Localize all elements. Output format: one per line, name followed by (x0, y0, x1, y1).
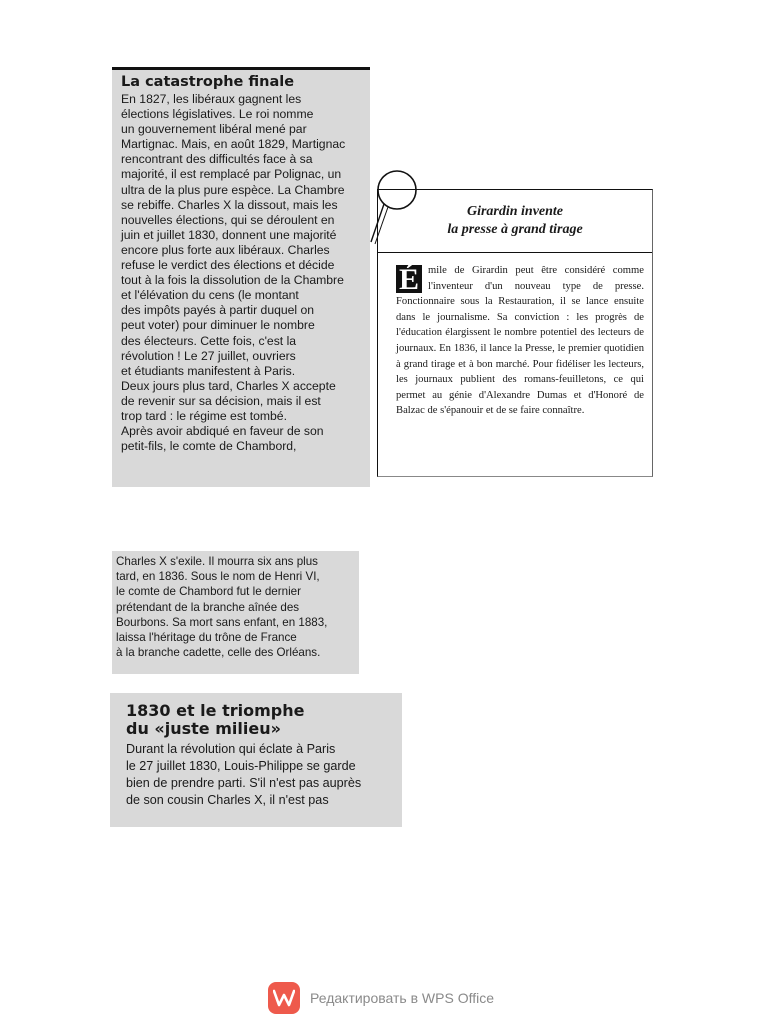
text-line: révolution ! Le 27 juillet, ouvriers (121, 348, 296, 363)
text-line: Charles X s'exile. Il mourra six ans plus (116, 555, 318, 568)
text-line: Bourbons. Sa mort sans enfant, en 1883, (116, 615, 328, 629)
wps-edit-label: Редактировать в WPS Office (310, 990, 495, 1006)
text-line: tard, en 1836. Sous le nom de Henri VI, (116, 570, 320, 584)
text-line: Après avoir abdiqué en faveur de son (121, 424, 324, 439)
text-line: majorité, il est remplacé par Polignac, un (121, 167, 342, 182)
text-line: et étudiants manifestent à Paris. (121, 363, 296, 378)
section-title: 1830 et le triomphe (126, 701, 305, 720)
text-line: juin et juillet 1830, donnent une majorité (121, 227, 337, 242)
text-line: le 27 juillet 1830, Louis-Philippe se garde (126, 759, 356, 773)
text-line: Deux jours plus tard, Charles X accepte (121, 378, 336, 393)
text-line: rencontrant des difficultés face à sa (121, 152, 313, 167)
text-line: Martignac. Mais, en août 1829, Martignac (121, 137, 346, 152)
section-catastrophe-finale (112, 67, 370, 487)
text-line: laissa l'héritage du trône de France (116, 631, 297, 645)
text-line: bien de prendre parti. S'il n'est pas auprès (126, 776, 362, 790)
text-line: des impôts payés à partir duquel on (121, 303, 315, 318)
text-line: nouvelles élections, qui se déroulent en (121, 212, 335, 227)
text-line: petit-fils, le comte de Chambord, (121, 439, 297, 454)
text-line: ultra de la plus pure espèce. La Chambre (121, 182, 345, 197)
text-line: Durant la révolution qui éclate à Paris (126, 742, 336, 756)
text-line: encore plus forte aux libéraux. Charles (121, 242, 330, 257)
drop-cap: É (396, 265, 422, 293)
text-line: le comte de Chambord fut le dernier (116, 585, 301, 599)
text-line: refuse le verdict des élections et décide (121, 258, 335, 273)
section-juste-milieu (110, 693, 402, 827)
text-line: trop tard : le régime est tombé. (121, 408, 287, 423)
section-title: du «juste milieu» (126, 719, 281, 738)
inset-title-line: Girardin invente (466, 204, 564, 219)
section-charles-exile (112, 551, 359, 674)
text-line: En 1827, les libéraux gagnent les (121, 92, 302, 106)
section-title: La catastrophe finale (121, 74, 295, 90)
text-line: et l'élévation du cens (le montant (121, 288, 299, 303)
text-line: de son cousin Charles X, il n'est pas (126, 793, 329, 807)
text-line: tout à la fois la dissolution de la Chambre (121, 273, 344, 288)
text-line: un gouvernement libéral mené par (121, 122, 307, 137)
text-line: prétendant de la branche aînée des (116, 600, 300, 614)
text-line: se rebiffe. Charles X la dissout, mais les (121, 197, 338, 212)
inset-body-text: mile de Girardin peut être considéré comme l'inventeur d'un nouveau type de presse. Fonctionnaire sous la Restauration, il se lance ensuite dans le journalisme. Sa conviction : les progrès de l'éducation élargissent le nombre potentiel des lecteurs de journaux. En 1836, il lance la Presse, le premier quotidien à grand tirage et à bon marché. Pour fidéliser les lecteurs, les journaux publient des romans-feuilletons, ce qui permet au génie d'Alexandre Dumas et d'Honoré de Balzac de s'épanouir et de se faire connaître. (396, 265, 644, 417)
text-line: de revenir sur sa décision, mais il est (121, 393, 321, 408)
inset-title (378, 190, 652, 253)
text-line: peut voter) pour diminuer le nombre (121, 318, 315, 333)
wps-edit-button[interactable] (268, 982, 494, 1014)
inset-body (378, 253, 652, 419)
text-line: à la branche cadette, celle des Orléans. (116, 646, 321, 660)
inset-title-line: la presse à grand tirage (447, 222, 583, 237)
inset-girardin-box (377, 189, 653, 477)
text-line: élections législatives. Le roi nomme (121, 107, 314, 122)
wps-logo-icon (268, 982, 300, 1014)
text-line: des électeurs. Cette fois, c'est la (121, 333, 297, 348)
